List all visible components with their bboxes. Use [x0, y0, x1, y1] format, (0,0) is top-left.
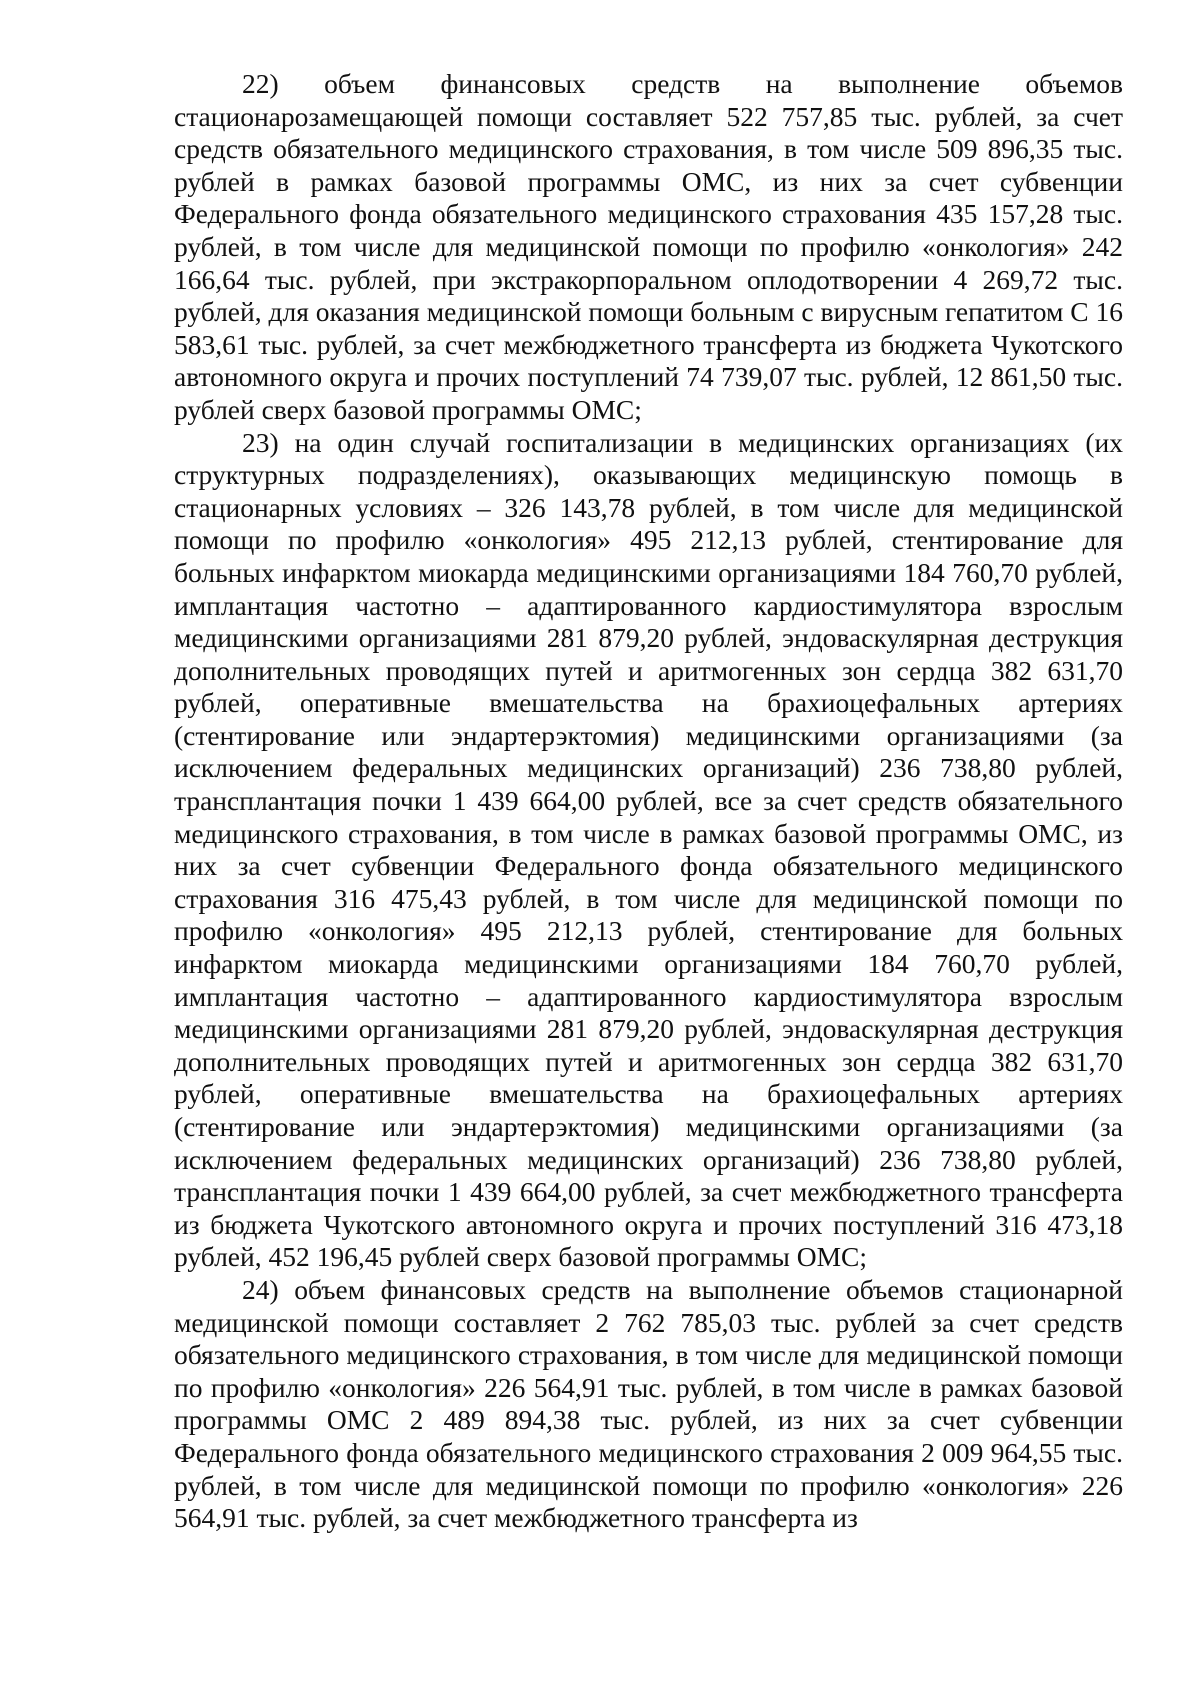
paragraph-24: 24) объем финансовых средств на выполнение объемов стационарной медицинской помощи составляет 2 762 785,03 тыс. рублей за счет средств обязательного медицинского страхования, в том числе для медицинской помощи по профилю «онкология» 226 564,91 тыс. рублей, в том числе в рамках базовой программы ОМС 2 489 894,38 тыс. рублей, из них за счет субвенции Федерального фонда обязательного медицинского страхования 2 009 964,55 тыс. рублей, в том числе для медицинской помощи по профилю «онкология» 226 564,91 тыс. рублей, за счет межбюджетного трансферта из [174, 1273, 1123, 1534]
paragraph-23: 23) на один случай госпитализации в медицинских организациях (их структурных подразделениях), оказывающих медицинскую помощь в стационарных условиях – 326 143,78 рублей, в том числе для медицинской помощи по профилю «онкология» 495 212,13 рублей, стентирование для больных инфарктом миокарда медицинскими организациями 184 760,70 рублей, имплантация частотно – адаптированного кардиостимулятора взрослым медицинскими организациями 281 879,20 рублей, эндоваскулярная деструкция дополнительных проводящих путей и аритмогенных зон сердца 382 631,70 рублей, оперативные вмешательства на брахиоцефальных артериях (стентирование или эндартерэктомия) медицинскими организациями (за исключением федеральных медицинских организаций) 236 738,80 рублей, трансплантация почки 1 439 664,00 рублей, все за счет средств обязательного медицинского страхования, в том числе в рамках базовой программы ОМС, из них за счет субвенции Федерального фонда обязательного медицинского страхования 316 475,43 рублей, в том числе для медицинской помощи по профилю «онкология» 495 212,13 рублей, стентирование для больных инфарктом миокарда медицинскими организациями 184 760,70 рублей, имплантация частотно – адаптированного кардиостимулятора взрослым медицинскими организациями 281 879,20 рублей, эндоваскулярная деструкция дополнительных проводящих путей и аритмогенных зон сердца 382 631,70 рублей, оперативные вмешательства на брахиоцефальных артериях (стентирование или эндартерэктомия) медицинскими организациями (за исключением федеральных медицинских организаций) 236 738,80 рублей, трансплантация почки 1 439 664,00 рублей, за счет межбюджетного трансферта из бюджета Чукотского автономного округа и прочих поступлений 316 473,18 рублей, 452 196,45 рублей сверх базовой программы ОМС; [174, 426, 1123, 1273]
document-page [174, 68, 1123, 1535]
paragraph-22: 22) объем финансовых средств на выполнение объемов стационарозамещающей помощи составляет 522 757,85 тыс. рублей, за счет средств обязательного медицинского страхования, в том числе 509 896,35 тыс. рублей в рамках базовой программы ОМС, из них за счет субвенции Федерального фонда обязательного медицинского страхования 435 157,28 тыс. рублей, в том числе для медицинской помощи по профилю «онкология» 242 166,64 тыс. рублей, при экстракорпоральном оплодотворении 4 269,72 тыс. рублей, для оказания медицинской помощи больным с вирусным гепатитом С 16 583,61 тыс. рублей, за счет межбюджетного трансферта из бюджета Чукотского автономного округа и прочих поступлений 74 739,07 тыс. рублей, 12 861,50 тыс. рублей сверх базовой программы ОМС; [174, 68, 1123, 425]
